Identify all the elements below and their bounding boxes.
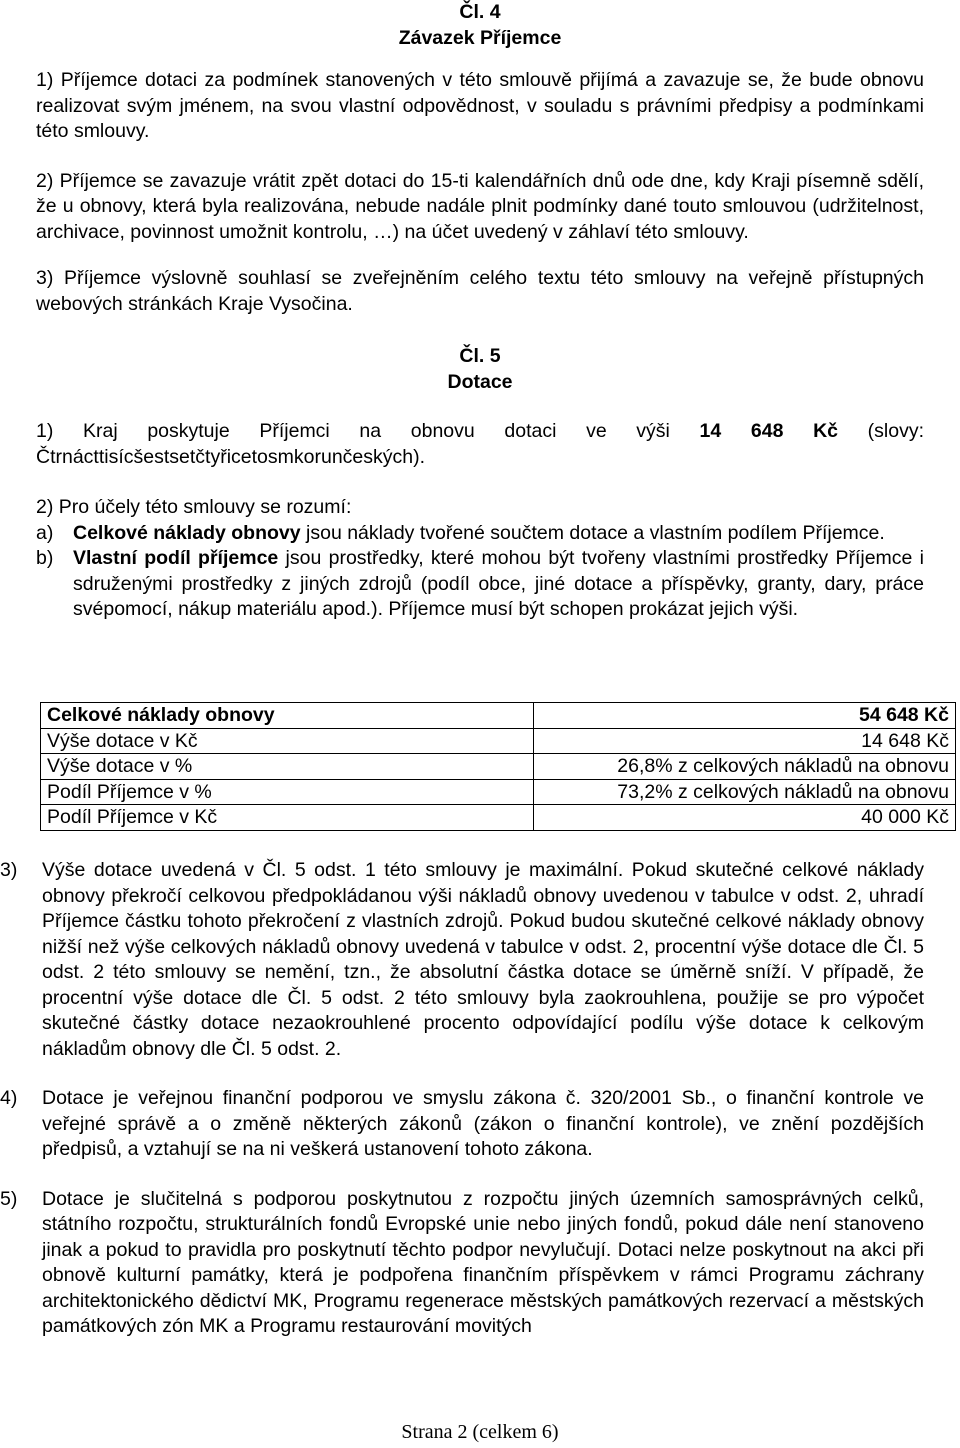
article-5-item-b: b) Vlastní podíl příjemce jsou prostředky, které mohou být tvořeny vlastními prostředky Příjemce i sdruženými prostředky z jiných zdrojů (podíl obce, jiné dotace a příspěvky, granty, dary, práce svépomocí, nákup materiálu apod.). Příjemce musí být schopen prokázat jejich výši. bbox=[36, 547, 924, 620]
cost-table-value: 73,2% z celkových nákladů na obnovu bbox=[534, 779, 956, 805]
article-5-paragraph-5: 5) Dotace je slučitelná s podporou poskytnutou z rozpočtu jiných územních samosprávných celků, státního rozpočtu, strukturálních fondů Evropské unie nebo jiných fondů, pokud dále není stanoveno jinak a pokud to pravidla pro poskytnutí těchto podpor nevylučují. Dotaci nelze poskytnout na akci při obnově kulturní památky, která je podpořena finančním příspěvkem v rámci Programu záchrany architektonického dědictví MK, Programu regenerace městských památkových rezervací a městských památkových zón MK a Programu restaurování movitých bbox=[0, 1187, 924, 1337]
article-5-paragraph-3: 3) Výše dotace uvedená v Čl. 5 odst. 1 této smlouvy je maximální. Pokud skutečné celkové náklady obnovy překročí celkovou předpokládanou výši nákladů obnovy uvedenou v tabulce v odst. 2, uhradí Příjemce částku tohoto překročení z vlastních zdrojů. Pokud budou skutečné celkové náklady obnovy nižší než výše celkových nákladů obnovy uvedená v tabulce v odst. 2, procentní výše dotace dle Čl. 5 odst. 2 této smlouvy se nemění, tzn., že absolutní částka dotace se úměrně sníží. V případě, že procentní výše dotace dle Čl. 5 odst. 2 této smlouvy byla zaokrouhlena, použije se pro výpočet skutečné částky dotace nezaokrouhlené procento odpovídající podílu výše dotace k celkovým nákladům obnovy dle Čl. 5 odst. 2. bbox=[0, 859, 924, 1060]
article-4-paragraph-3: 3) Příjemce výslovně souhlasí se zveřejněním celého textu této smlouvy na veřejně přístupných webových stránkách Kraje Vysočina. bbox=[36, 267, 924, 315]
cost-table-row bbox=[41, 728, 956, 754]
article-4-paragraph-2: 2) Příjemce se zavazuje vrátit zpět dotaci do 15-ti kalendářních dnů ode dne, kdy Kraji písemně sdělí, že u obnovy, která byla realizována, nebude nadále plnit podmínky dané touto smlouvou (udržitelnost, archivace, povinnost umožnit kontrolu, …) na účet uvedený v záhlaví této smlouvy. bbox=[36, 169, 924, 243]
article-5-paragraph-4: 4) Dotace je veřejnou finanční podporou ve smyslu zákona č. 320/2001 Sb., o finanční kontrole ve veřejné správě a o změně některých zákonů (zákon o finanční kontrole), ve znění pozdějších předpisů, a vztahují se na ni veškerá ustanovení tohoto zákona. bbox=[0, 1087, 924, 1160]
cost-table-row bbox=[41, 779, 956, 805]
cost-table bbox=[40, 702, 956, 831]
subsidy-amount: 14 648 Kč bbox=[699, 420, 838, 442]
cost-table-value: 14 648 Kč bbox=[534, 728, 956, 754]
article-5-heading: Čl. 5 bbox=[459, 345, 501, 367]
article-5-paragraph-1-words: Čtrnácttisícšestsetčtyřicetosmkorunčeských). bbox=[36, 445, 426, 468]
cost-table-row bbox=[41, 805, 956, 831]
cost-table-value: 26,8% z celkových nákladů na obnovu bbox=[534, 754, 956, 780]
document-page bbox=[36, 0, 924, 623]
cost-table-label: Podíl Příjemce v % bbox=[41, 779, 534, 805]
document-page-lower bbox=[0, 858, 924, 1340]
page-footer: Strana 2 (celkem 6) bbox=[401, 1421, 559, 1443]
cost-table-row bbox=[41, 703, 956, 729]
article-4-title: Závazek Příjemce bbox=[398, 26, 562, 49]
article-5-paragraph-2-intro: 2) Pro účely této smlouvy se rozumí: bbox=[36, 496, 352, 518]
cost-table-label: Podíl Příjemce v Kč bbox=[41, 805, 534, 831]
article-5-item-a: a) Celkové náklady obnovy jsou náklady tvořené součtem dotace a vlastním podílem Příjemce. bbox=[36, 521, 885, 544]
cost-table-wrapper bbox=[0, 702, 960, 831]
article-4-heading: Čl. 4 bbox=[459, 1, 501, 23]
cost-table-value: 54 648 Kč bbox=[534, 703, 956, 729]
article-4-paragraph-1: 1) Příjemce dotaci za podmínek stanovených v této smlouvě přijímá a zavazuje se, že bude obnovu realizovat svým jménem, na svou vlastní odpovědnost, v souladu s právními předpisy a podmínkami této smlouvy. bbox=[36, 69, 924, 142]
cost-table-label: Výše dotace v Kč bbox=[41, 728, 534, 754]
cost-table-label: Výše dotace v % bbox=[41, 754, 534, 780]
cost-table-label: Celkové náklady obnovy bbox=[41, 703, 534, 729]
article-5-paragraph-1: 1) Kraj poskytuje Příjemci na obnovu dotaci ve výši 14 648 Kč (slovy: bbox=[36, 420, 924, 442]
cost-table-row bbox=[41, 754, 956, 780]
article-5-title: Dotace bbox=[447, 370, 513, 393]
cost-table-value: 40 000 Kč bbox=[534, 805, 956, 831]
